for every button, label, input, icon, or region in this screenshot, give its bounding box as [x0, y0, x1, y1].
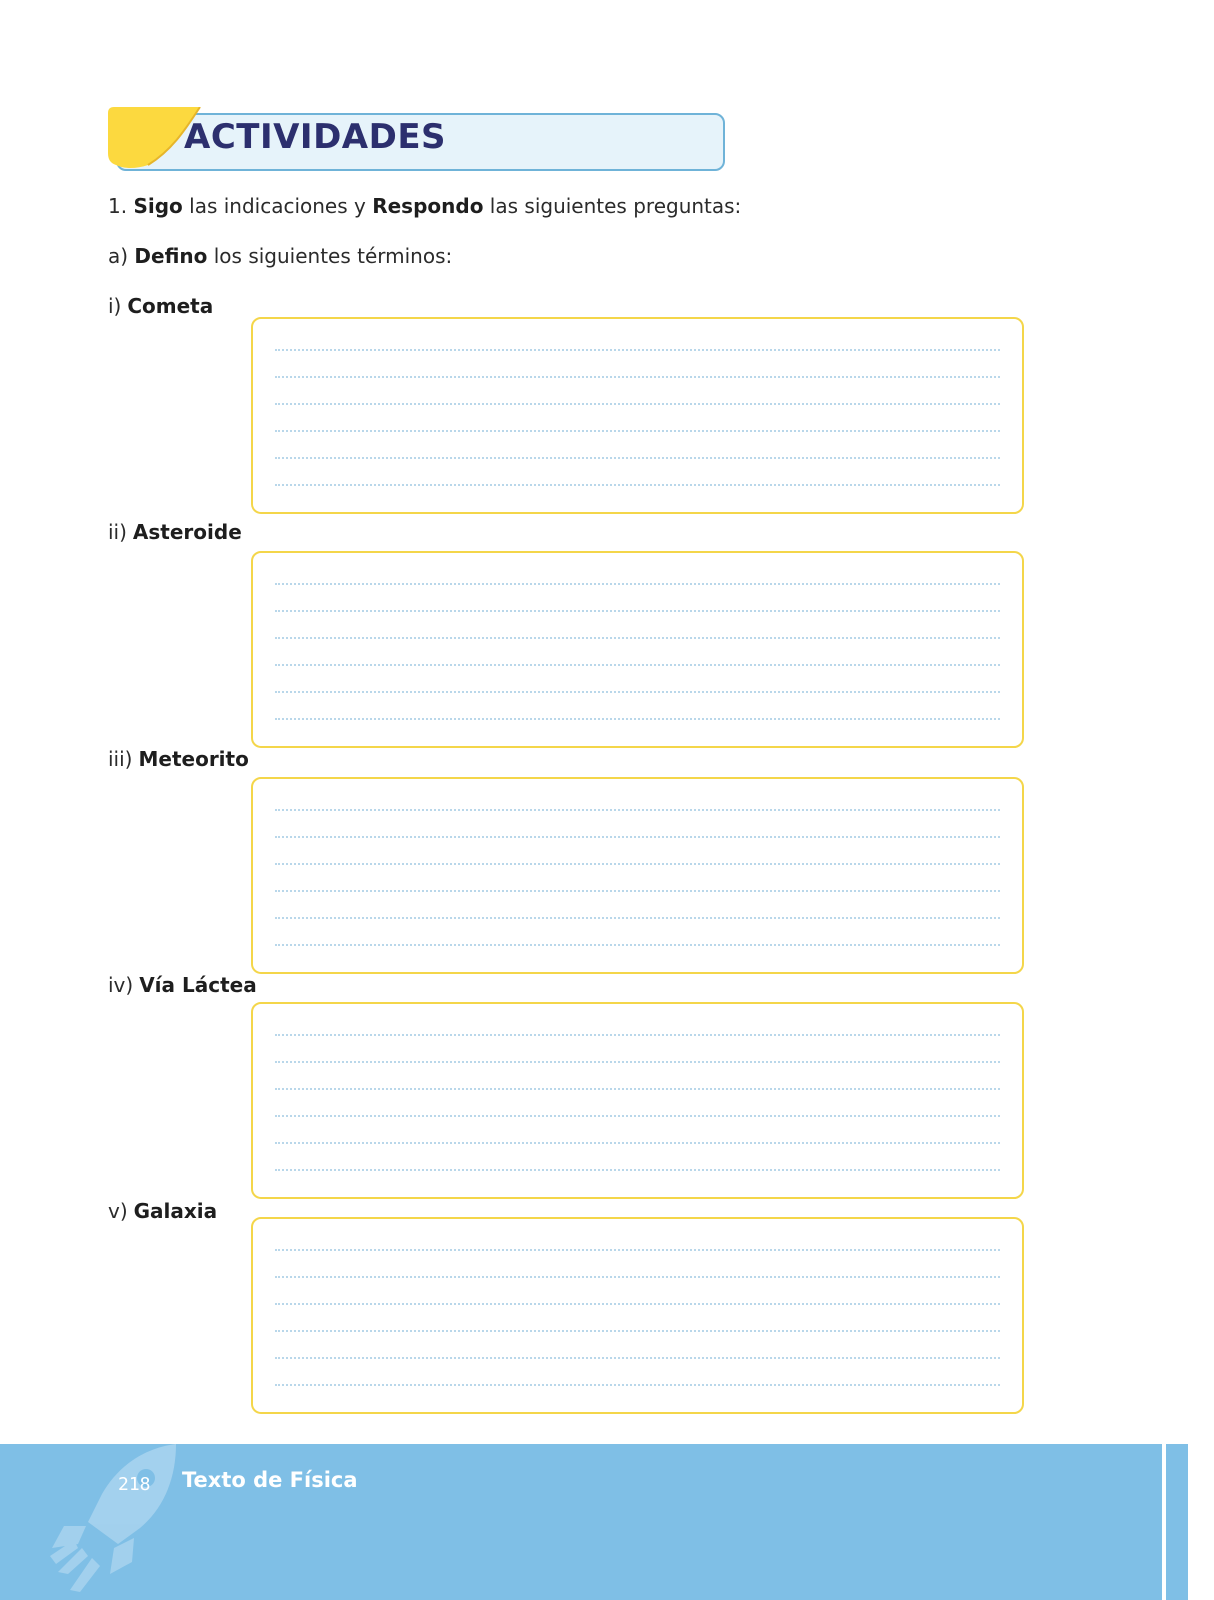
- instruction-line-2: [108, 244, 452, 268]
- page-title: ACTIVIDADES: [184, 117, 447, 157]
- footer-edge-strip: [1166, 1444, 1188, 1600]
- instruction-suffix: las siguientes preguntas:: [483, 194, 742, 218]
- activities-banner: [108, 107, 724, 173]
- dotted-writing-line: [275, 1142, 1000, 1144]
- dotted-writing-line: [275, 583, 1000, 585]
- dotted-writing-line: [275, 1249, 1000, 1251]
- dotted-writing-line: [275, 944, 1000, 946]
- dotted-writing-line: [275, 718, 1000, 720]
- subinstruction-prefix: a): [108, 244, 135, 268]
- instruction-prefix: 1.: [108, 194, 134, 218]
- term-label-galaxia: [108, 1199, 217, 1223]
- page-number: 218: [118, 1474, 151, 1495]
- subinstruction-suffix: los siguientes términos:: [207, 244, 453, 268]
- dotted-writing-line: [275, 1088, 1000, 1090]
- dotted-writing-line: [275, 484, 1000, 486]
- dotted-writing-line: [275, 917, 1000, 919]
- term-word: Meteorito: [138, 747, 249, 771]
- instruction-bold-respondo: Respondo: [372, 194, 484, 218]
- dotted-writing-line: [275, 1384, 1000, 1386]
- term-label-asteroide: [108, 520, 242, 544]
- term-number: ii): [108, 520, 127, 544]
- term-label-cometa: [108, 294, 213, 318]
- book-title: Texto de Física: [182, 1468, 358, 1492]
- answer-box-asteroide[interactable]: [251, 551, 1024, 748]
- dotted-writing-line: [275, 1330, 1000, 1332]
- dotted-writing-line: [275, 809, 1000, 811]
- dotted-writing-line: [275, 1115, 1000, 1117]
- term-word: Vía Láctea: [139, 973, 257, 997]
- term-number: iii): [108, 747, 133, 771]
- dotted-writing-line: [275, 430, 1000, 432]
- dotted-writing-line: [275, 1303, 1000, 1305]
- instruction-mid: las indicaciones y: [182, 194, 373, 218]
- dotted-writing-line: [275, 664, 1000, 666]
- term-word: Cometa: [127, 294, 214, 318]
- dotted-writing-line: [275, 349, 1000, 351]
- term-number: v): [108, 1199, 128, 1223]
- term-label-via-lactea: [108, 973, 257, 997]
- term-label-meteorito: [108, 747, 249, 771]
- instruction-line-1: [108, 194, 741, 218]
- dotted-writing-line: [275, 1169, 1000, 1171]
- dotted-writing-line: [275, 691, 1000, 693]
- term-word: Galaxia: [133, 1199, 218, 1223]
- answer-box-meteorito[interactable]: [251, 777, 1024, 974]
- dotted-writing-line: [275, 1034, 1000, 1036]
- dotted-writing-line: [275, 863, 1000, 865]
- dotted-writing-line: [275, 376, 1000, 378]
- dotted-writing-line: [275, 890, 1000, 892]
- dotted-writing-line: [275, 836, 1000, 838]
- dotted-writing-line: [275, 1357, 1000, 1359]
- answer-box-galaxia[interactable]: [251, 1217, 1024, 1414]
- answer-box-via-lactea[interactable]: [251, 1002, 1024, 1199]
- rocket-icon: [48, 1444, 178, 1600]
- dotted-writing-line: [275, 610, 1000, 612]
- term-word: Asteroide: [132, 520, 242, 544]
- answer-box-cometa[interactable]: [251, 317, 1024, 514]
- dotted-writing-line: [275, 637, 1000, 639]
- term-number: i): [108, 294, 122, 318]
- dotted-writing-line: [275, 1061, 1000, 1063]
- instruction-bold-sigo: Sigo: [133, 194, 183, 218]
- subinstruction-bold-defino: Defino: [134, 244, 208, 268]
- dotted-writing-line: [275, 403, 1000, 405]
- dotted-writing-line: [275, 457, 1000, 459]
- dotted-writing-line: [275, 1276, 1000, 1278]
- term-number: iv): [108, 973, 134, 997]
